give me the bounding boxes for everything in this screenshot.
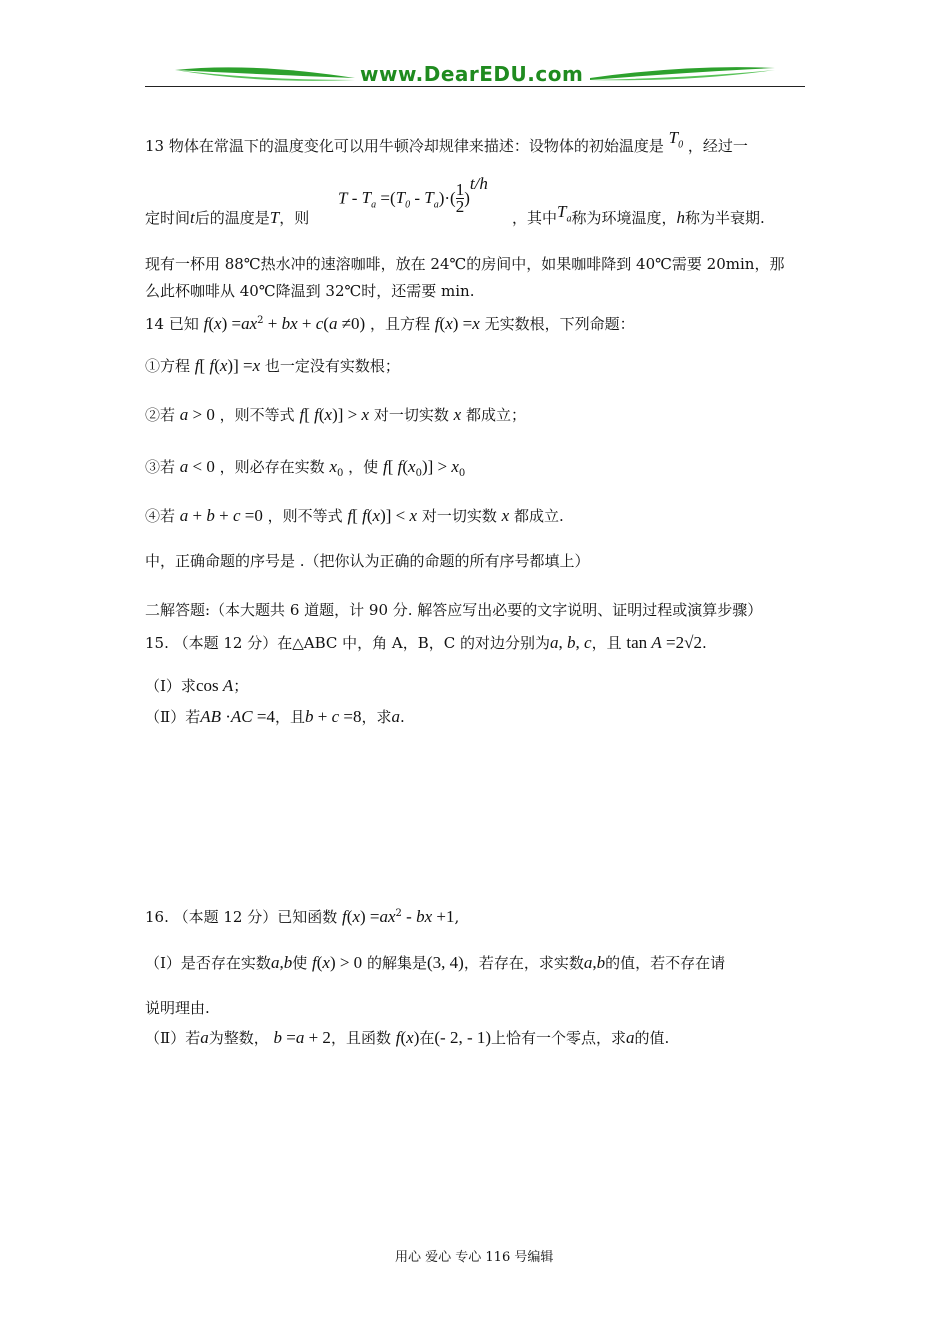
q14-prop1: ①方程 f[ f(x)] =x 也一定没有实数根； — [145, 356, 400, 375]
section-heading: 二解答题:（本大题共 6 道题，计 90 分. 解答应写出必要的文字说明、证明过程或演算步骤） — [145, 601, 763, 619]
q16-text: , — [454, 908, 460, 926]
q13-line2 — [145, 208, 309, 228]
q16-part1-cont: 说明理由. — [145, 999, 210, 1017]
page-footer: 用心 爱心 专心 116 号编辑 — [395, 1250, 554, 1265]
q14-text: 都成立. — [513, 507, 564, 525]
newton-cooling-formula: $T - T_a =(T_0 - T_a)\cdot$( $\frac{1}{2}$ )$^{t/h}$ — [338, 174, 488, 217]
q15-text: . — [400, 708, 405, 726]
q14-text: ，则必存在实数 — [219, 458, 325, 476]
q16-intro: 16. （本题 12 分）已知函数 $f(x) =ax^2$ - bx +1, — [145, 907, 460, 926]
q14-prop4: ④若 a + b + c =0 ，则不等式 f[ f(x)] < x 对一切实数 x 都成立. — [145, 506, 564, 525]
q13-line3: 现有一杯用 88℃热水冲的速溶咖啡，放在 24℃的房间中，如果咖啡降到 40℃需要 20min，那 — [145, 255, 785, 273]
q16-part1: （Ⅰ）是否存在实数a,b使 f(x) > 0 的解集是(3, 4)，若存在，求实数a,b的值，若不存在请 — [145, 953, 726, 972]
q14-prop3: ③若 a < 0 ，则必存在实数 $x_0$ ，使 f[ $f(x_0)] > x_0$ — [145, 457, 466, 479]
q16-text: 为整数， — [208, 1029, 269, 1047]
math-t: t — [190, 208, 195, 227]
math-fx-def: f — [203, 314, 209, 333]
math-Ta: $T_a$ — [557, 202, 572, 225]
q16-text: （Ⅱ）若 — [145, 1029, 201, 1047]
q14-text: ②若 — [145, 406, 176, 424]
q15-text: ，且 — [591, 634, 622, 652]
q16-text: 使 — [292, 954, 308, 972]
q16-text: 的解集是 — [366, 954, 427, 972]
q15-text: ，且 — [274, 708, 305, 726]
q14-text: 无实数根，下列命题： — [484, 315, 635, 333]
q13-line2-cont — [512, 202, 765, 235]
header-divider — [145, 86, 805, 87]
q13-line4: 么此杯咖啡从 40℃降温到 32℃时，还需要 min. — [145, 282, 475, 300]
q14-text: ④若 — [145, 507, 176, 525]
q14-text: 对一切实数 — [373, 406, 449, 424]
q13-text: 称为环境温度， — [571, 209, 677, 227]
q14-text: 对一切实数 — [421, 507, 497, 525]
q13-text: 后的温度是 — [194, 209, 270, 227]
q15-text: 15. （本题 12 分）在△ABC 中，角 A，B，C 的对边分别为 — [145, 634, 551, 652]
q16-part2: （Ⅱ）若a为整数， b =a + 2，且函数 f(x)在(- 2, - 1)上恰有一个零点，求a的值. — [145, 1028, 670, 1047]
q14-conclusion: 中，正确命题的序号是 .（把你认为正确的命题的所有序号都填上） — [145, 552, 590, 570]
q14-text: ，则不等式 — [267, 507, 343, 525]
math-T: T — [269, 208, 280, 227]
q15-text: ； — [233, 677, 249, 695]
q16-text: 上恰有一个零点，求 — [491, 1029, 627, 1047]
q13-text: 称为半衰期. — [685, 209, 765, 227]
q14-text: ，使 — [348, 458, 379, 476]
q15-text: （Ⅰ）求 — [145, 677, 196, 695]
q13-text: ，经过一 — [687, 137, 748, 155]
q15-part1: （Ⅰ）求cos A； — [145, 676, 249, 695]
math-T0: $T_0$ — [668, 128, 684, 151]
q14-text: ③若 — [145, 458, 176, 476]
q15-text: （Ⅱ）若 — [145, 708, 201, 726]
math-h: h — [676, 208, 685, 227]
q13-text: ，则 — [279, 209, 310, 227]
q16-text: 在 — [419, 1029, 435, 1047]
q13-line1 — [145, 128, 748, 163]
q16-text: ，且函数 — [330, 1029, 391, 1047]
q16-text: 16. （本题 12 分）已知函数 — [145, 908, 338, 926]
q15-text: ，求 — [361, 708, 392, 726]
q14-intro: 14 已知 $f(x) =ax^2$ + bx + c(a ≠0) ，且方程 f(x) =x 无实数根，下列命题： — [145, 314, 635, 333]
q14-text: ①方程 — [145, 357, 191, 375]
q14-prop2: ②若 a > 0 ，则不等式 f[ f(x)] > x 对一切实数 x 都成立； — [145, 405, 526, 424]
q15-text: . — [701, 634, 707, 652]
q13-text: 13 物体在常温下的温度变化可以用牛顿冷却规律来描述：设物体的初始温度是 — [145, 137, 664, 155]
site-name: www.DearEDU.com — [360, 62, 584, 86]
q14-text: ，且方程 — [370, 315, 431, 333]
q14-text: 都成立； — [465, 406, 526, 424]
q16-text: 的值，若不存在请 — [605, 954, 726, 972]
q13-text: ，其中 — [512, 209, 558, 227]
q16-text: ，若存在，求实数 — [463, 954, 584, 972]
q14-text: 也一定没有实数根； — [264, 357, 400, 375]
q16-text: 的值. — [634, 1029, 670, 1047]
q15-part2: （Ⅱ）若AB ·AC =4，且b + c =8，求a. — [145, 707, 405, 726]
q14-text: ，则不等式 — [219, 406, 295, 424]
q14-text: 14 已知 — [145, 315, 199, 333]
q13-text: 定时间 — [145, 209, 191, 227]
q16-text: （Ⅰ）是否存在实数 — [145, 954, 271, 972]
q15-intro: 15. （本题 12 分）在△ABC 中，角 A，B，C 的对边分别为a, b, c，且 tan A =2√2. — [145, 633, 707, 652]
